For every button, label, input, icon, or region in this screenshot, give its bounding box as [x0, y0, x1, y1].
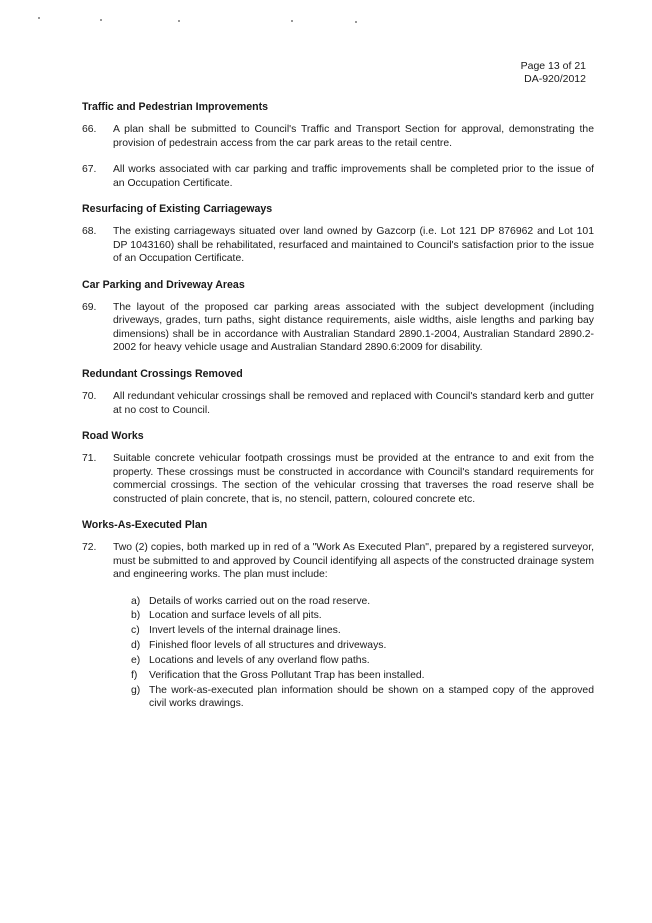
sublist-text: Location and surface levels of all pits.: [149, 610, 322, 622]
condition-number: 70.: [82, 391, 97, 403]
condition-item: [82, 452, 594, 506]
sublist-item: [131, 595, 594, 608]
condition-text: All works associated with car parking and traffic improvements shall be completed prior to the issue of an Occupation Certificate.: [113, 164, 594, 189]
condition-item: [82, 225, 594, 265]
document-body: [82, 101, 594, 725]
page-header: [521, 60, 586, 86]
section-heading: Redundant Crossings Removed: [82, 367, 243, 380]
sublist-text: Details of works carried out on the road reserve.: [149, 595, 371, 607]
condition-text: A plan shall be submitted to Council's Traffic and Transport Section for approval, demonstrating the provision of pedestrain access from the car park areas to the retail centre.: [113, 124, 594, 149]
condition-number: 72.: [82, 542, 97, 554]
condition-number: 71.: [82, 453, 97, 465]
sublist-text: Verification that the Gross Pollutant Trap has been installed.: [149, 670, 425, 682]
condition-sublist: [131, 595, 594, 711]
sublist-letter: e): [131, 655, 141, 667]
sublist-text: Invert levels of the internal drainage lines.: [149, 625, 341, 637]
scan-speck: [355, 21, 357, 23]
sublist-text: Finished floor levels of all structures and driveways.: [149, 640, 387, 652]
condition-text: All redundant vehicular crossings shall be removed and replaced with Council's standard kerb and gutter at no cost to Council.: [113, 391, 594, 416]
condition-text: The existing carriageways situated over land owned by Gazcorp (i.e. Lot 121 DP 876962 and Lot 101 DP 1043160) shall be rehabilitated, resurfaced and maintained to Council's satisfaction prior to the issue of an Occupation Certificate.: [113, 226, 594, 265]
section-heading: Works-As-Executed Plan: [82, 518, 208, 531]
sublist-item: [131, 669, 594, 682]
sublist-letter: d): [131, 640, 141, 652]
condition-number: 69.: [82, 302, 97, 314]
section-heading: Road Works: [82, 429, 144, 442]
condition-item: [82, 163, 594, 190]
condition-item: [82, 123, 594, 150]
condition-item: [82, 541, 594, 712]
sublist-item: [131, 684, 594, 711]
condition-item: [82, 301, 594, 355]
sublist-letter: c): [131, 625, 140, 637]
condition-number: 66.: [82, 124, 97, 136]
sublist-item: [131, 624, 594, 637]
section-heading: Traffic and Pedestrian Improvements: [82, 101, 269, 113]
document-reference: DA-920/2012: [524, 73, 586, 85]
condition-text: Suitable concrete vehicular footpath crossings must be provided at the entrance to and exit from the property. These crossings must be constructed in accordance with Council's standard requirements for commercial crossings. The section of the vehicular crossing that traverses the road reserve shall be constructed of plain concrete, that is, no stencil, pattern, coloured concrete etc.: [113, 453, 594, 505]
scan-speck: [291, 20, 293, 22]
condition-number: 68.: [82, 226, 97, 238]
sublist-text: The work-as-executed plan information should be shown on a stamped copy of the approved civil works drawings.: [149, 685, 594, 710]
sublist-item: [131, 609, 594, 622]
sublist-item: [131, 639, 594, 652]
sublist-letter: f): [131, 670, 138, 682]
condition-number: 67.: [82, 164, 97, 176]
condition-text: The layout of the proposed car parking areas associated with the subject development (including driveways, grades, turn paths, sight distance requirements, aisle widths, aisle lengths and parking bay dimensions) shall be in accordance with Australian Standard 2890.1-2004, Australian Standard 2890.2-2002 for heavy vehicle usage and Australian Standard 2890.6:2009 for disability.: [113, 302, 594, 354]
condition-body: [113, 541, 594, 712]
sublist-letter: b): [131, 610, 141, 622]
sublist-letter: a): [131, 595, 141, 607]
sublist-letter: g): [131, 685, 141, 696]
sublist-item: [131, 654, 594, 667]
condition-text: Two (2) copies, both marked up in red of a "Work As Executed Plan", prepared by a registered surveyor, must be submitted to and approved by Council identifying all aspects of the constructed drainage system and engineering works. The plan must include:: [113, 542, 594, 581]
page-number: Page 13 of 21: [520, 60, 586, 72]
scan-speck: [38, 17, 40, 19]
scan-speck: [100, 19, 102, 21]
scan-speck: [178, 20, 180, 22]
sublist-text: Locations and levels of any overland flow paths.: [149, 655, 370, 667]
section-heading: Resurfacing of Existing Carriageways: [82, 203, 273, 216]
condition-item: [82, 390, 594, 417]
section-heading: Car Parking and Driveway Areas: [82, 278, 245, 291]
